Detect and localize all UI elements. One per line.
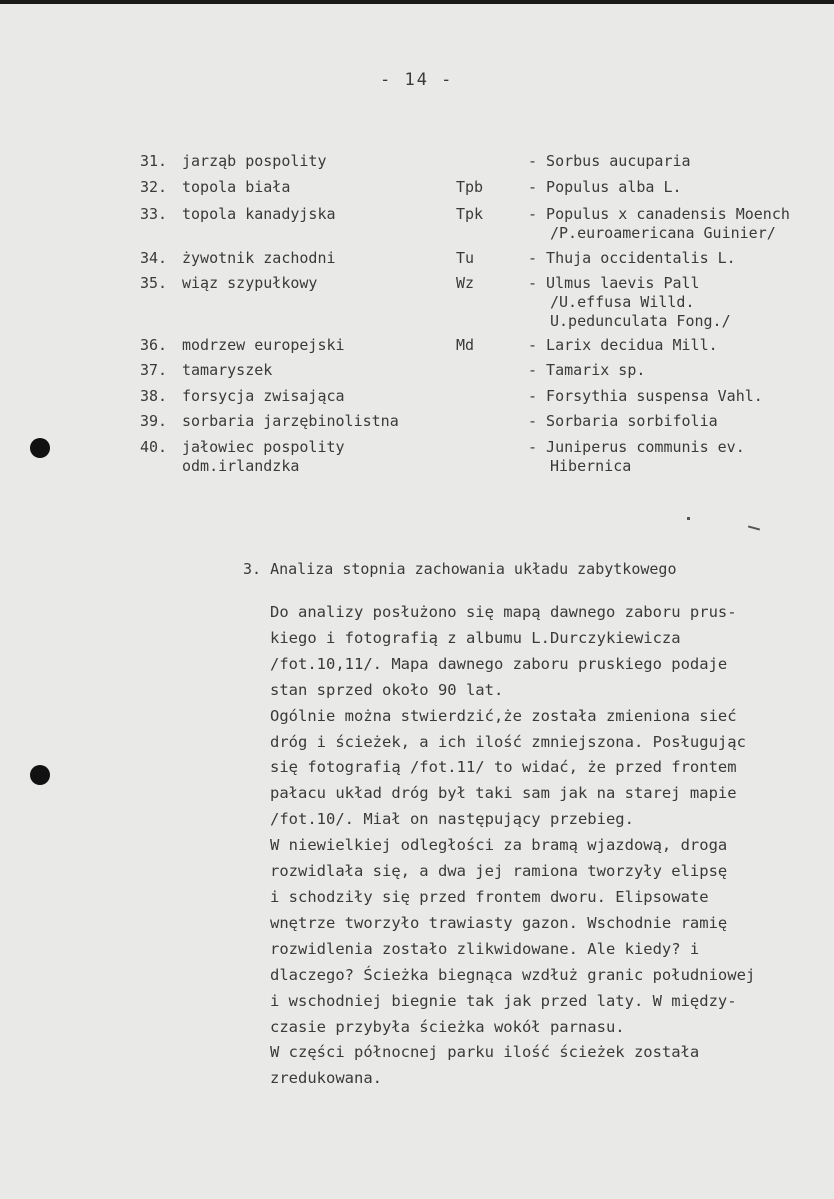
plant-polish-name-continued: odm.irlandzka [182,457,300,475]
section-title: 3. Analiza stopnia zachowania układu zabytkowego [243,560,677,578]
plant-number: 36. [140,336,168,354]
page-number: - 14 - [380,70,454,90]
plant-abbreviation: Wz [456,274,475,292]
paragraph-line: Do analizy posłużono się mapą dawnego zaboru prus- [270,603,737,621]
paragraph-line: W niewielkiej odległości za bramą wjazdową, droga [270,836,728,855]
paragraph-line: wnętrze tworzyło trawiasty gazon. Wschodnie ramię [270,913,728,932]
paragraph-line: kiego i fotografią z albumu L.Durczykiewicza [270,628,681,647]
plant-polish-name: jarząb pospolity [182,152,327,170]
plant-number: 40. [140,438,168,456]
plant-latin-name: - Sorbaria sorbifolia [528,412,718,430]
paragraph-line: pałacu układ dróg był taki sam jak na starej mapie [270,784,737,803]
plant-polish-name: forsycja zwisająca [182,387,345,405]
plant-number: 38. [140,387,168,405]
plant-latin-name: - Larix decidua Mill. [528,336,718,354]
plant-number: 39. [140,412,168,430]
plant-latin-name: - Ulmus laevis Pall [528,274,700,292]
plant-latin-name: - Sorbus aucuparia [528,152,691,170]
paragraph-line: Ogólnie można stwierdzić,że została zmieniona sieć [270,706,737,725]
page-top-edge [0,0,834,4]
paragraph-line: W części północnej parku ilość ścieżek została [270,1043,700,1062]
paragraph-line: /fot.10,11/. Mapa dawnego zaboru pruskiego podaje [270,654,728,673]
plant-polish-name: sorbaria jarzębinolistna [182,412,399,430]
plant-latin-name-continued: /U.effusa Willd. [550,293,695,311]
plant-latin-name: - Populus alba L. [528,178,682,196]
plant-number: 35. [140,274,168,292]
stray-mark [687,517,690,520]
plant-polish-name: wiąz szypułkowy [182,274,318,292]
plant-latin-name: - Forsythia suspensa Vahl. [528,387,763,405]
plant-number: 34. [140,249,168,267]
plant-abbreviation: Tu [456,249,475,267]
plant-polish-name: topola biała [182,178,291,196]
plant-number: 37. [140,361,168,379]
paragraph-line: dróg i ścieżek, a ich ilość zmniejszona. Posługując [270,732,746,751]
paragraph-line: zredukowana. [270,1069,382,1088]
plant-abbreviation: Md [456,336,475,354]
paragraph-line: /fot.10/. Miał on następujący przebieg. [270,810,634,829]
plant-number: 32. [140,178,168,196]
paragraph-line: rozwidlenia zostało zlikwidowane. Ale kiedy? i [270,939,700,958]
plant-latin-name-continued: U.pedunculata Fong./ [550,312,731,330]
stray-mark [748,525,760,530]
paragraph-line: i schodziły się przed frontem dworu. Elipsowate [270,887,709,906]
plant-latin-name-continued: Hibernica [550,457,632,475]
plant-latin-name-continued: /P.euroamericana Guinier/ [550,224,776,242]
plant-abbreviation: Tpb [456,178,484,196]
plant-latin-name: - Populus x canadensis Moench [528,205,790,223]
analysis-paragraph [270,600,755,1092]
paragraph-line: rozwidlała się, a dwa jej ramiona tworzyły elipsę [270,862,728,881]
paragraph-line: i wschodniej biegnie tak jak przed laty. W między- [270,991,737,1010]
plant-number: 31. [140,152,168,170]
paragraph-line: czasie przybyła ścieżka wokół parnasu. [270,1017,625,1036]
plant-polish-name: żywotnik zachodni [182,249,336,267]
punch-hole [30,438,50,458]
plant-polish-name: topola kanadyjska [182,205,336,223]
plant-latin-name: - Juniperus communis ev. [528,438,745,456]
punch-hole [30,765,50,785]
plant-polish-name: jałowiec pospolity [182,438,345,456]
plant-polish-name: modrzew europejski [182,336,345,354]
paragraph-line: się fotografią /fot.11/ to widać, że przed frontem [270,758,737,777]
paragraph-line: dlaczego? Ścieżka biegnąca wzdłuż granic południowej [270,965,756,984]
plant-latin-name: - Thuja occidentalis L. [528,249,736,267]
plant-polish-name: tamaryszek [182,361,273,379]
plant-abbreviation: Tpk [456,205,484,223]
plant-latin-name: - Tamarix sp. [528,361,646,379]
paragraph-line: stan sprzed około 90 lat. [270,680,504,699]
plant-number: 33. [140,205,168,223]
